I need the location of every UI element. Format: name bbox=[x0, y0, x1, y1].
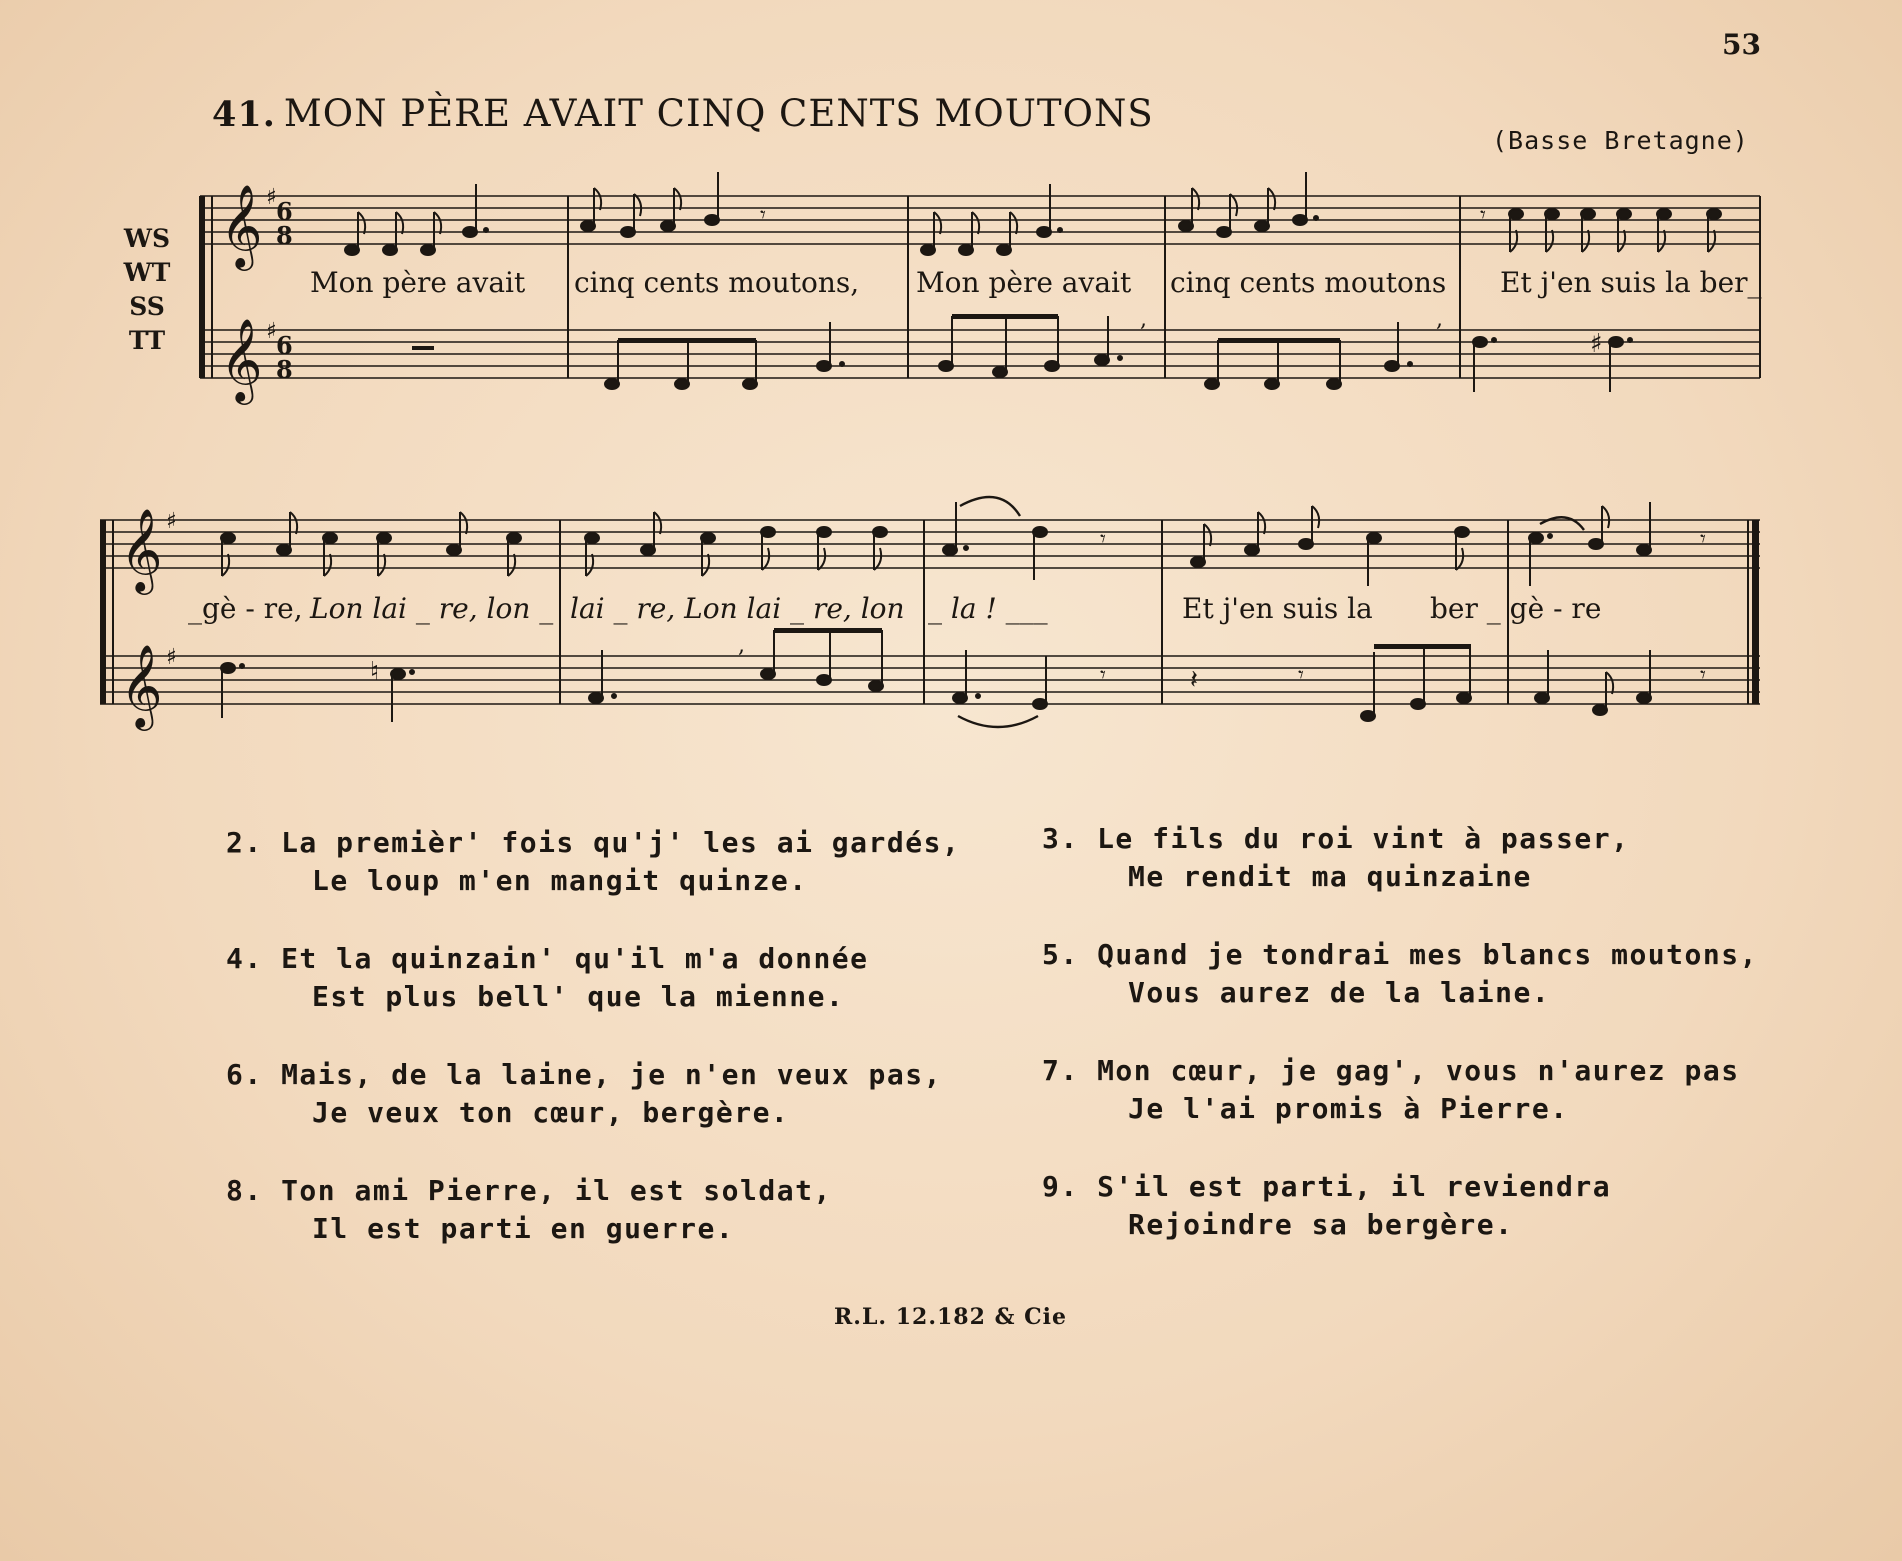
verse-line: 6. Mais, de la laine, je n'en veux pas, bbox=[226, 1058, 942, 1091]
lyric-s2-m1b: Lon lai _ re, lon _ bbox=[310, 592, 554, 625]
svg-text:𝄞: 𝄞 bbox=[220, 183, 263, 267]
verse-7 bbox=[1042, 1052, 1740, 1128]
notes-lower bbox=[412, 307, 1632, 392]
svg-text:𝄽: 𝄽 bbox=[1190, 665, 1198, 695]
verse-line: Vous aurez de la laine. bbox=[1128, 976, 1551, 1009]
svg-text:𝄞: 𝄞 bbox=[120, 507, 163, 591]
svg-text:𝄾: 𝄾 bbox=[1480, 203, 1486, 228]
svg-text:𝄾: 𝄾 bbox=[1100, 527, 1106, 552]
verse-4 bbox=[226, 940, 869, 1016]
page-number: 53 bbox=[1722, 28, 1761, 61]
svg-text:,: , bbox=[738, 633, 745, 658]
verse-line: 8. Ton ami Pierre, il est soldat, bbox=[226, 1174, 832, 1207]
verse-line: Est plus bell' que la mienne. bbox=[312, 980, 845, 1013]
voice-label: TT bbox=[128, 326, 166, 355]
lyric-s1-m3: Mon père avait bbox=[916, 266, 1132, 299]
music-system-1 bbox=[0, 0, 1902, 420]
svg-text:♮: ♮ bbox=[370, 657, 380, 687]
svg-text:8: 8 bbox=[276, 355, 293, 384]
svg-text:𝄾: 𝄾 bbox=[1700, 527, 1706, 552]
svg-text:♯: ♯ bbox=[166, 645, 177, 670]
svg-text:𝄾: 𝄾 bbox=[1100, 663, 1106, 688]
svg-text:♯: ♯ bbox=[266, 319, 277, 344]
svg-text:,: , bbox=[1140, 307, 1147, 332]
music-system-2 bbox=[0, 420, 1902, 750]
verse-6 bbox=[226, 1056, 942, 1132]
svg-text:𝄾: 𝄾 bbox=[1298, 663, 1304, 688]
verse-line: 9. S'il est parti, il reviendra bbox=[1042, 1170, 1612, 1203]
time-sig-bottom: 8 bbox=[276, 221, 293, 250]
score-system-1 bbox=[0, 0, 1902, 420]
verse-line: Il est parti en guerre. bbox=[312, 1212, 735, 1245]
lyric-s1-m4: cinq cents moutons bbox=[1170, 266, 1447, 299]
voice-label: WS bbox=[123, 224, 171, 253]
verse-line: 2. La premièr' fois qu'j' les ai gardés, bbox=[226, 826, 961, 859]
verse-line: Le loup m'en mangit quinze. bbox=[312, 864, 808, 897]
song-number: 41. bbox=[212, 94, 276, 135]
verse-line: 5. Quand je tondrai mes blancs moutons, bbox=[1042, 938, 1758, 971]
svg-text:𝄾: 𝄾 bbox=[1700, 663, 1706, 688]
svg-text:𝄞: 𝄞 bbox=[220, 317, 263, 401]
verse-9 bbox=[1042, 1168, 1611, 1244]
score-system-2 bbox=[0, 420, 1902, 750]
publisher-footer: R.L. 12.182 & Cie bbox=[834, 1304, 1067, 1330]
lyric-s2-m2: lai _ re, Lon lai _ re, lon bbox=[570, 592, 905, 625]
lyric-s1-m1: Mon père avait bbox=[310, 266, 526, 299]
verse-5 bbox=[1042, 936, 1758, 1012]
svg-text:♯: ♯ bbox=[266, 185, 277, 210]
verse-line: Je l'ai promis à Pierre. bbox=[1128, 1092, 1569, 1125]
lyric-s1-m5: Et j'en suis la ber_ bbox=[1500, 266, 1762, 299]
song-title-text: MON PÈRE AVAIT CINQ CENTS MOUTONS bbox=[283, 92, 1154, 135]
lyric-s2-m4: Et j'en suis la bbox=[1182, 592, 1373, 625]
verse-line: Me rendit ma quinzaine bbox=[1128, 860, 1532, 893]
verse-line: Rejoindre sa bergère. bbox=[1128, 1208, 1514, 1241]
lyric-s2-m5: ber _ gè - re bbox=[1430, 592, 1602, 625]
verse-line: Je veux ton cœur, bergère. bbox=[312, 1096, 790, 1129]
verse-8 bbox=[226, 1172, 832, 1248]
verse-line: 7. Mon cœur, je gag', vous n'aurez pas bbox=[1042, 1054, 1740, 1087]
time-sig-top: 6 bbox=[276, 197, 293, 226]
voice-label: WT bbox=[123, 258, 171, 287]
svg-text:𝄾: 𝄾 bbox=[760, 203, 766, 228]
verse-2 bbox=[226, 824, 960, 900]
lyric-s2-m3: _ la ! ___ bbox=[928, 592, 1048, 625]
song-origin: (Basse Bretagne) bbox=[1492, 126, 1749, 155]
system-bracket bbox=[199, 196, 205, 378]
verse-line: 3. Le fils du roi vint à passer, bbox=[1042, 822, 1630, 855]
lyric-s2-m1a: _gè - re, bbox=[188, 592, 303, 625]
lyric-s1-m2: cinq cents moutons, bbox=[574, 266, 860, 299]
svg-text:6: 6 bbox=[276, 331, 293, 360]
verse-line: 4. Et la quinzain' qu'il m'a donnée bbox=[226, 942, 869, 975]
svg-text:♯: ♯ bbox=[166, 509, 177, 534]
svg-text:,: , bbox=[1436, 307, 1443, 332]
lower-staff bbox=[200, 330, 1760, 378]
verse-3 bbox=[1042, 820, 1629, 896]
voice-label: SS bbox=[129, 292, 165, 321]
svg-text:𝄞: 𝄞 bbox=[120, 643, 163, 727]
svg-text:♯: ♯ bbox=[1590, 329, 1603, 359]
